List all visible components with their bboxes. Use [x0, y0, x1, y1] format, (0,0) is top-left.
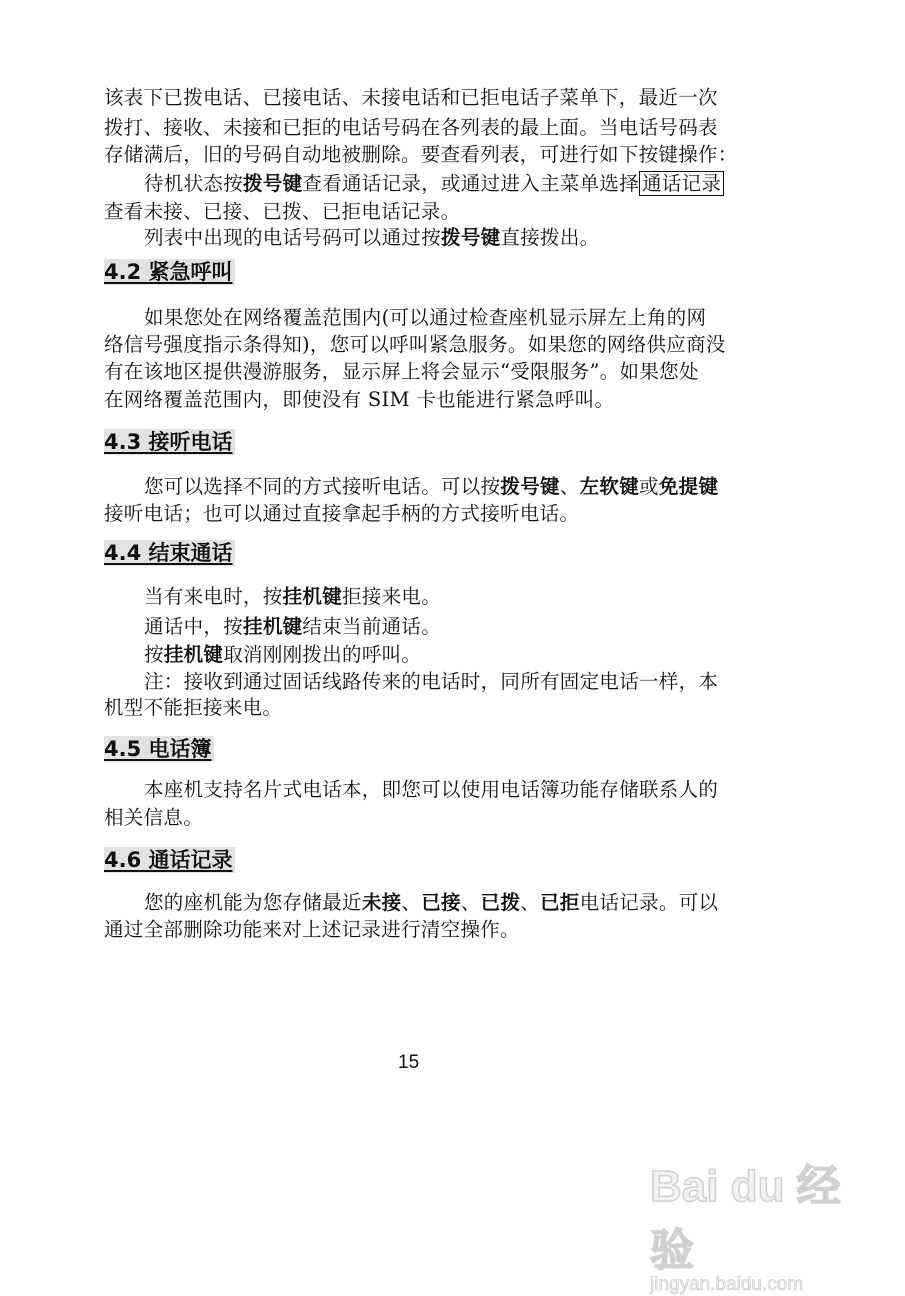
- paragraph-line: [144, 475, 718, 499]
- bold-key-term: 挂机键: [282, 585, 343, 608]
- bold-key-term: 未接: [361, 891, 402, 914]
- text-run: 待机状态按: [144, 172, 244, 195]
- bold-key-term: 已接: [421, 891, 461, 914]
- text-run: 机型不能拒接来电。: [104, 696, 283, 719]
- bold-key-term: 已拨: [480, 891, 521, 914]
- watermark-url: jingyan.baidu.com: [650, 1274, 804, 1295]
- text-run: 或: [639, 475, 659, 498]
- paragraph-line: [144, 670, 718, 694]
- text-run: 如果您处在网络覆盖范围内(可以通过检查座机显示屏左上角的网: [144, 306, 707, 329]
- bold-key-term: 免提键: [658, 475, 719, 498]
- text-run: 结束当前通话。: [302, 615, 442, 638]
- text-run: 络信号强度指示条得知)，您可以呼叫紧急服务。如果您的网络供应商没: [104, 333, 726, 356]
- paragraph-line: [104, 143, 738, 167]
- bold-key-term: 拨号键: [441, 226, 501, 249]
- paragraph-line: [104, 360, 699, 384]
- paragraph-line: [144, 585, 441, 609]
- baidu-jingyan-watermark: [650, 1150, 870, 1295]
- text-run: 电话记录。可以: [579, 891, 719, 914]
- text-run: 本座机支持名片式电话本，即您可以使用电话簿功能存储联系人的: [144, 778, 719, 801]
- paragraph-line: [104, 806, 203, 830]
- bold-key-term: 拨号键: [500, 475, 560, 498]
- text-run: 在网络覆盖范围内，即使没有 SIM 卡也能进行紧急呼叫。: [104, 388, 615, 411]
- text-run: 当有来电时，按: [144, 585, 283, 608]
- paragraph-line: [104, 200, 460, 224]
- text-run: 、: [460, 891, 481, 914]
- page-number: 15: [398, 1052, 420, 1073]
- text-run: 按: [144, 643, 164, 666]
- text-run: 您的座机能为您存储最近: [144, 891, 362, 914]
- text-run: 该表下已拨电话、已接电话、未接电话和已拒电话子菜单下，最近一次: [104, 86, 718, 109]
- paragraph-line: [104, 86, 718, 110]
- paragraph-line: [104, 333, 726, 357]
- watermark-logo: Bai du 经验: [650, 1162, 841, 1275]
- paragraph-line: [104, 918, 520, 942]
- paragraph-line: [104, 502, 579, 526]
- text-run: 查看通话记录，或通过进入主菜单选择: [302, 172, 640, 195]
- paragraph-line: [104, 116, 718, 140]
- paragraph-line: [104, 388, 614, 412]
- section-heading: 4.3 接听电话: [104, 430, 233, 454]
- paragraph-line: [144, 778, 718, 802]
- text-run: 直接拨出。: [500, 226, 600, 249]
- paragraph-line: [144, 643, 421, 667]
- boxed-menu-term: 通话记录: [639, 171, 724, 196]
- bold-key-term: 已拒: [540, 891, 580, 914]
- bold-key-term: 挂机键: [243, 615, 303, 638]
- bold-key-term: 左软键: [579, 475, 640, 498]
- text-run: 、: [559, 475, 580, 498]
- text-run: 、: [401, 891, 422, 914]
- paragraph-line: [144, 615, 441, 639]
- bold-key-term: 拨号键: [243, 172, 303, 195]
- paragraph-line: [104, 696, 282, 720]
- text-run: 相关信息。: [104, 806, 204, 829]
- text-run: 通话中，按: [144, 615, 244, 638]
- section-heading: 4.6 通话记录: [104, 848, 233, 872]
- text-run: 接听电话；也可以通过直接拿起手柄的方式接听电话。: [104, 502, 580, 525]
- paragraph-line: [144, 172, 724, 196]
- text-run: 您可以选择不同的方式接听电话。可以按: [144, 475, 501, 498]
- bold-key-term: 挂机键: [163, 643, 224, 666]
- text-run: 通过全部删除功能来对上述记录进行清空操作。: [104, 918, 520, 941]
- text-run: 拨打、接收、未接和已拒的电话号码在各列表的最上面。当电话号码表: [104, 116, 718, 139]
- text-run: 有在该地区提供漫游服务，显示屏上将会显示“受限服务”。如果您处: [104, 360, 699, 383]
- text-run: 注：接收到通过固话线路传来的电话时，同所有固定电话一样，本: [144, 670, 719, 693]
- text-run: 、: [520, 891, 541, 914]
- text-run: 取消刚刚拨出的呼叫。: [223, 643, 422, 666]
- paragraph-line: [144, 226, 599, 250]
- paragraph-line: [144, 891, 718, 915]
- section-heading: 4.2 紧急呼叫: [104, 260, 233, 284]
- text-run: 存储满后，旧的号码自动地被删除。要查看列表，可进行如下按键操作：: [104, 143, 738, 166]
- section-heading: 4.5 电话簿: [104, 737, 212, 761]
- text-run: 拒接来电。: [342, 585, 442, 608]
- text-run: 查看未接、已接、已拨、已拒电话记录。: [104, 200, 461, 223]
- paragraph-line: [144, 306, 706, 330]
- section-heading: 4.4 结束通话: [104, 541, 233, 565]
- text-run: 列表中出现的电话号码可以通过按: [144, 226, 442, 249]
